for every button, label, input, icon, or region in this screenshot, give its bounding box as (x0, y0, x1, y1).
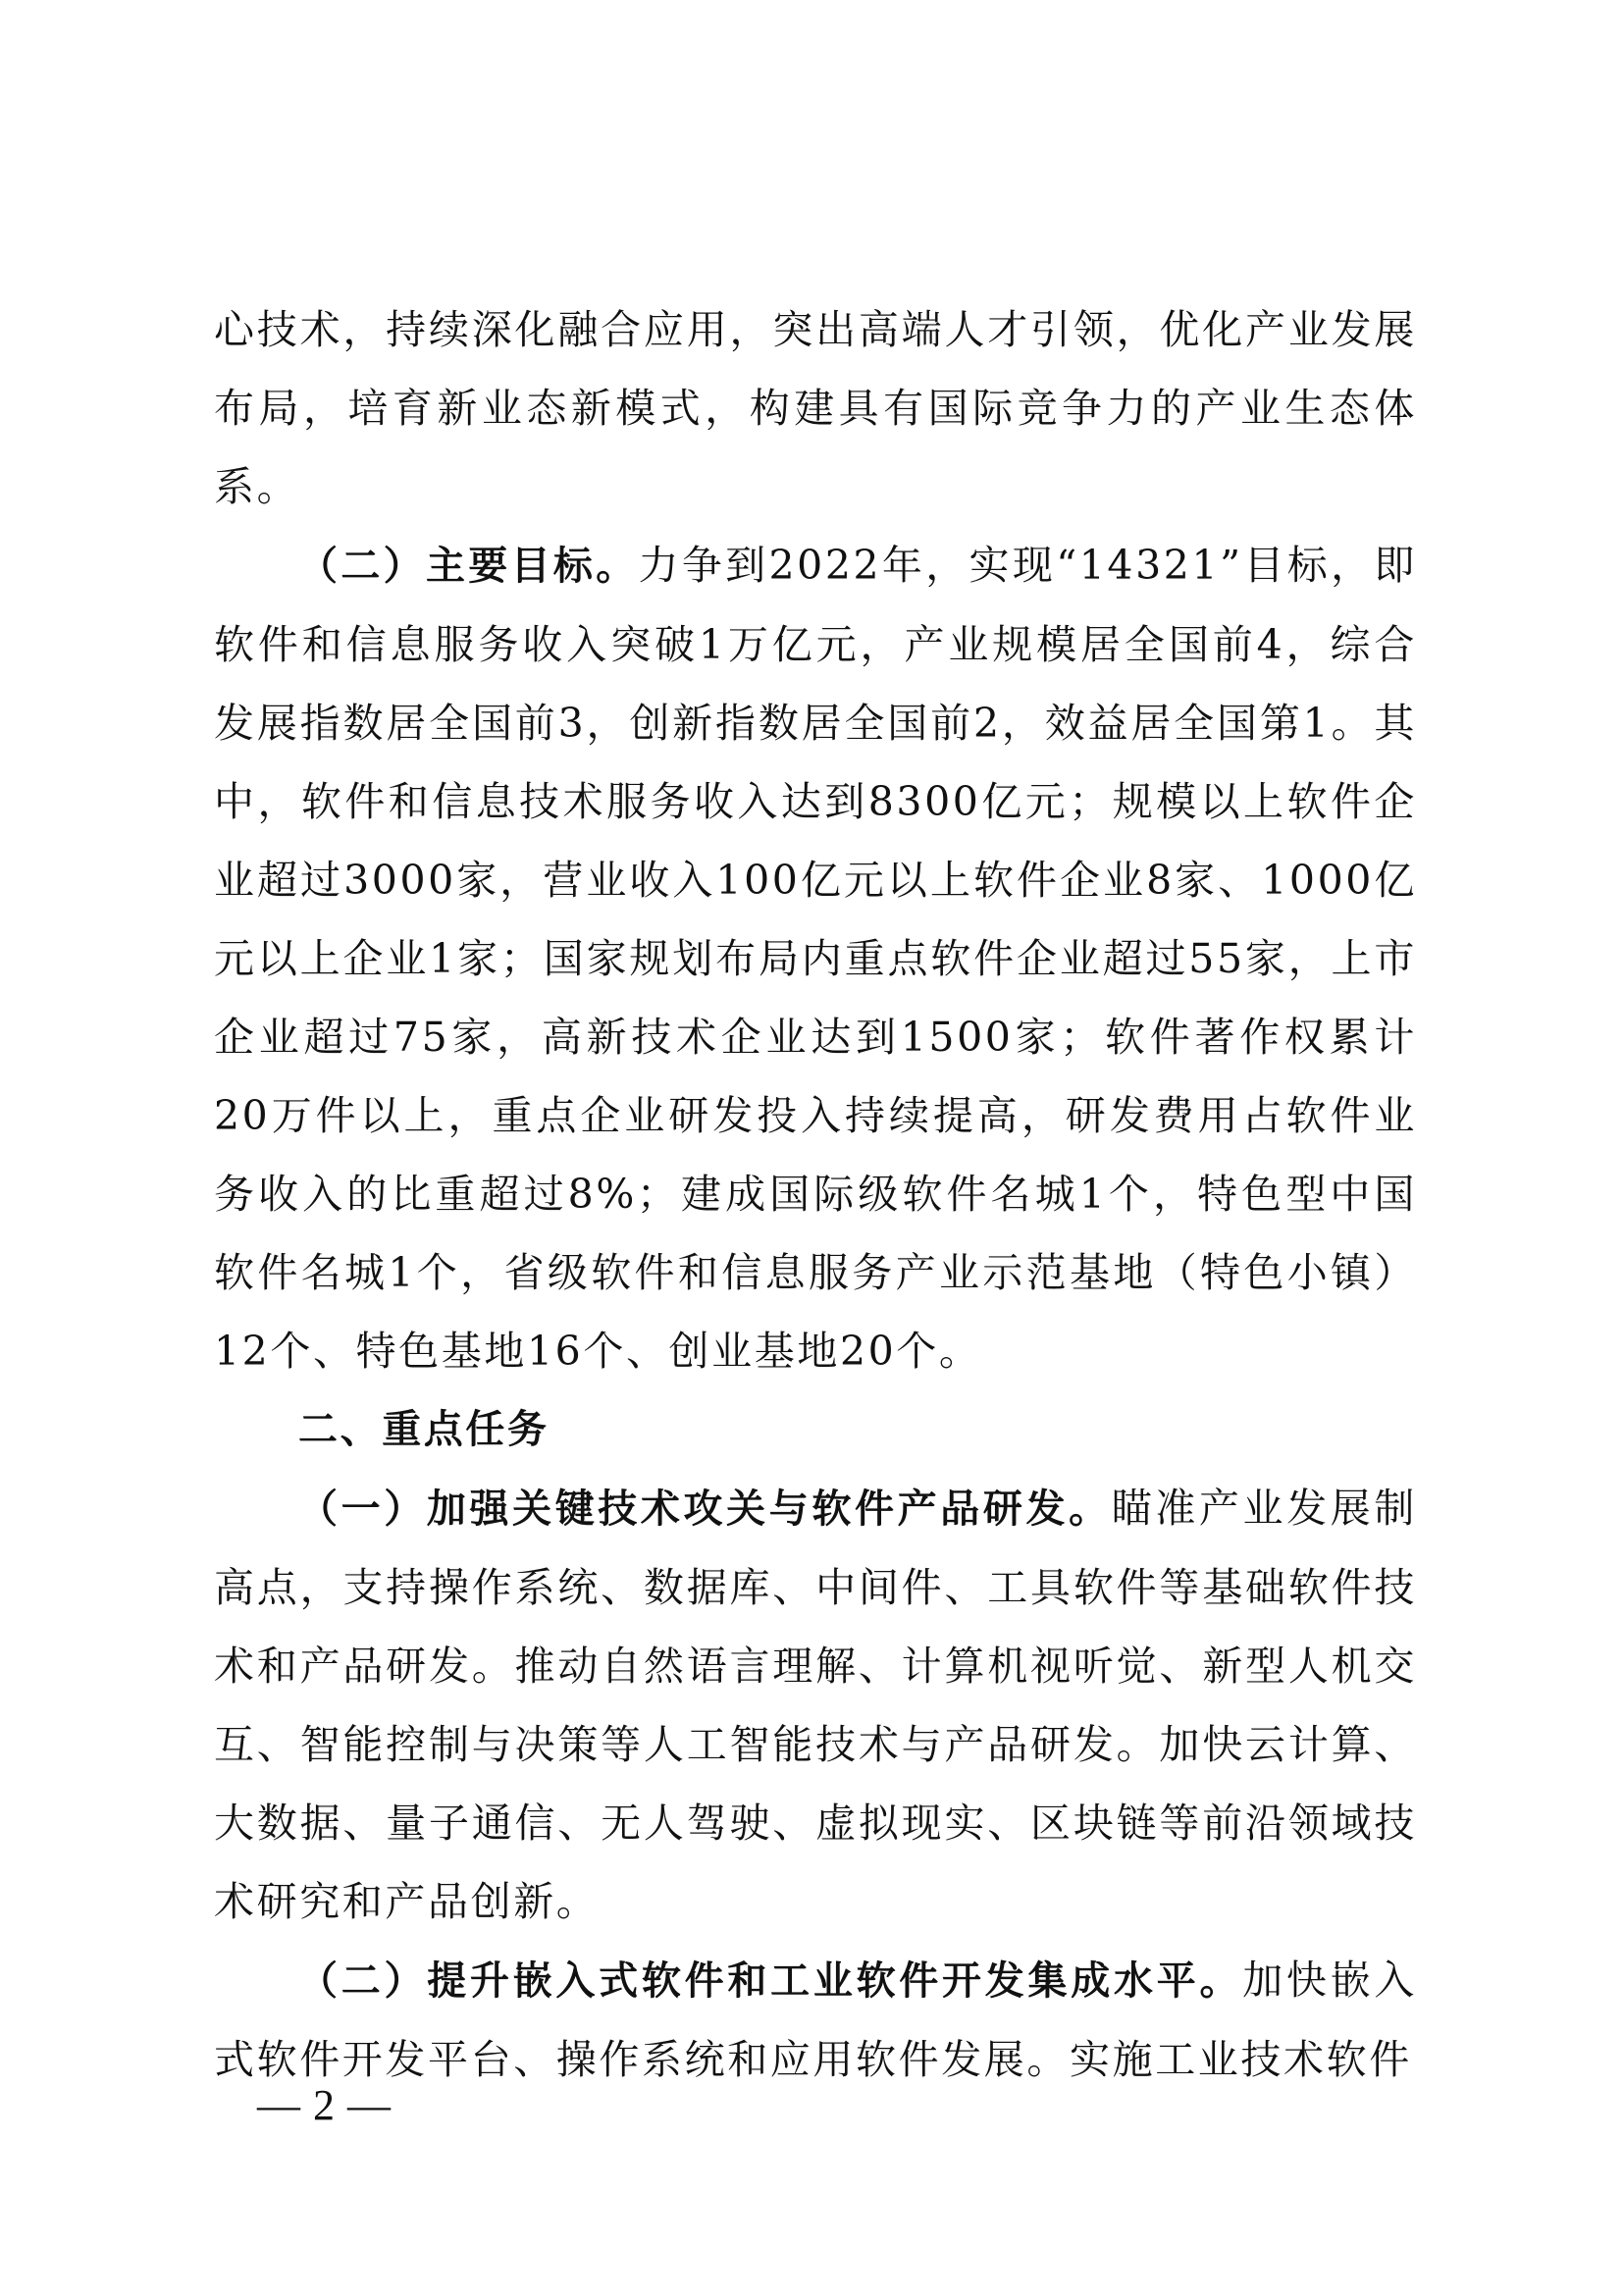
section-heading: 二、重点任务 (298, 1407, 550, 1452)
main-objectives-text: 力争到2022年，实现“14321”目标，即软件和信息服务收入突破1万亿元，产业规模居全国前4，综合发展指数居全国前3，创新指数居全国前2，效益居全国第1。其中，软件和信息技术服务收入达到8300亿元；规模以上软件企业超过3000家，营业收入100亿元以上软件企业8家、1000亿元以上企业1家；国家规划布局内重点软件企业超过55家，上市企业超过75家，高新技术企业达到1500家；软件著作权累计20万件以上，重点企业研发投入持续提高，研发费用占软件业务收入的比重超过8%；建成国际级软件名城1个，特色型中国软件名城1个，省级软件和信息服务产业示范基地（特色小镇）12个、特色基地16个、创业基地20个。 (214, 542, 1417, 1375)
task-one-paragraph (214, 1469, 1417, 1941)
document-body (214, 290, 1417, 2099)
main-objectives-lead: （二）主要目标。 (298, 544, 639, 589)
task-two-paragraph (214, 1941, 1417, 2099)
task-two-text: 加快嵌入式软件开发平台、操作系统和应用软件发展。实施工业技术软件 (214, 1957, 1417, 2083)
task-one-text: 瞄准产业发展制高点，支持操作系统、数据库、中间件、工具软件等基础软件技术和产品研发。推动自然语言理解、计算机视听觉、新型人机交互、智能控制与决策等人工智能技术与产品研发。加快云计算、大数据、量子通信、无人驾驶、虚拟现实、区块链等前沿领域技术研究和产品创新。 (214, 1485, 1417, 1925)
main-objectives-paragraph (214, 526, 1417, 1390)
task-two-lead: （二）提升嵌入式软件和工业软件开发集成水平。 (298, 1958, 1243, 2004)
continued-paragraph: 心技术，持续深化融合应用，突出高端人才引领，优化产业发展布局，培育新业态新模式，构建具有国际竞争力的产业生态体系。 (214, 306, 1417, 510)
page-number: — 2 — (257, 2081, 392, 2129)
task-one-lead: （一）加强关键技术攻关与软件产品研发。 (298, 1487, 1112, 1532)
